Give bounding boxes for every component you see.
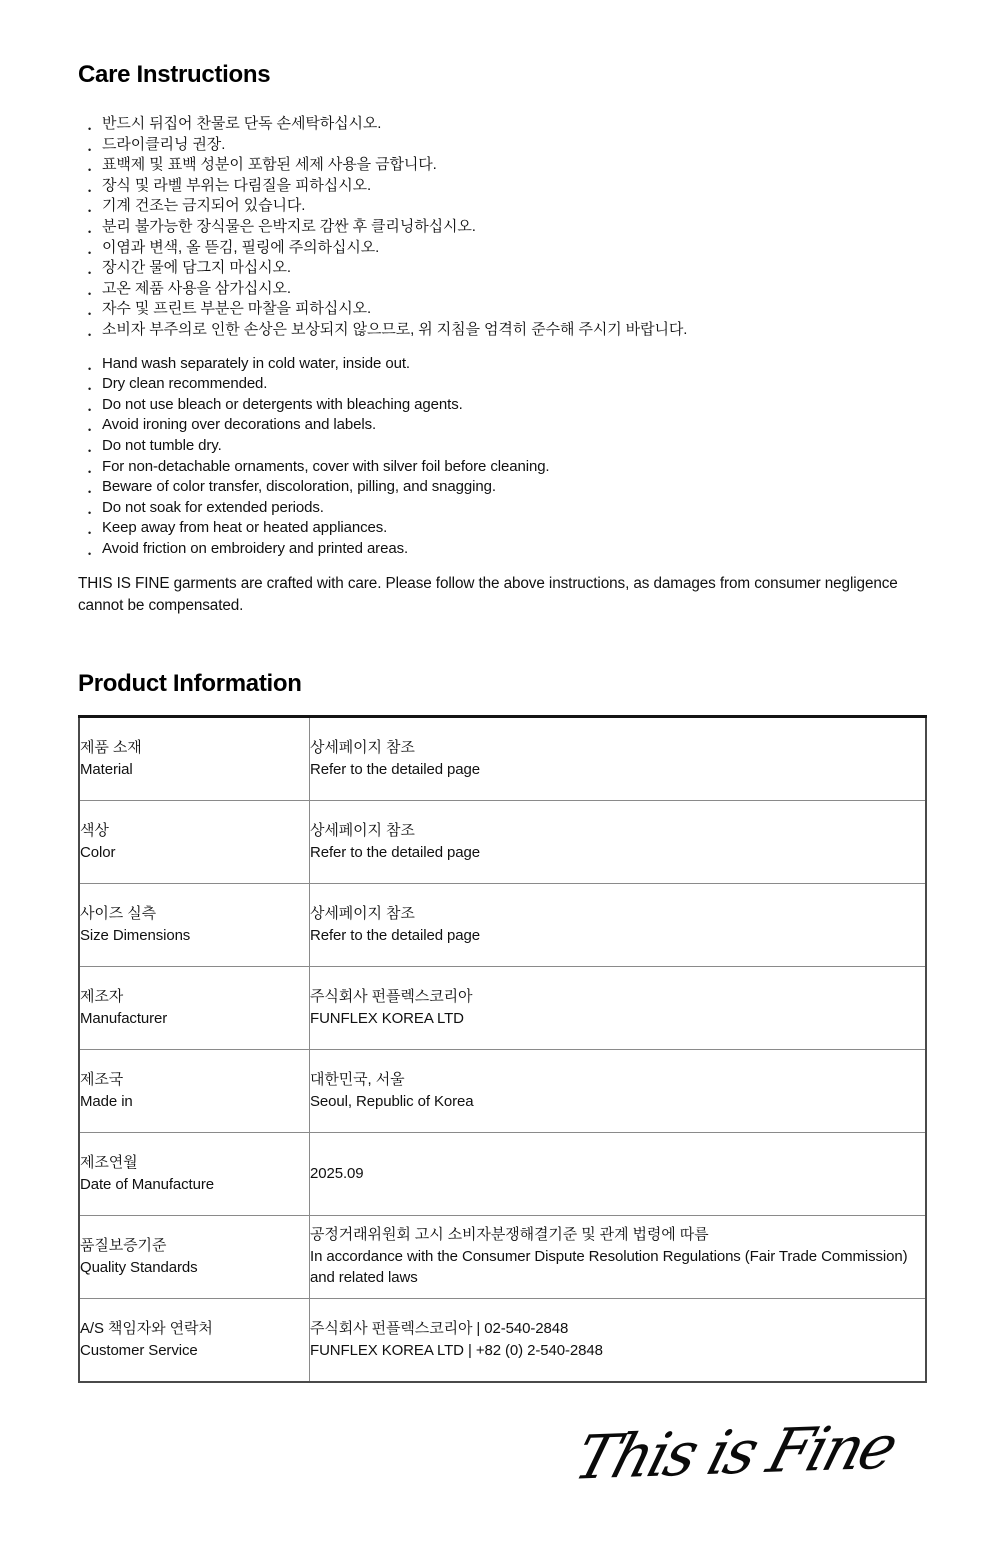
label-english: Quality Standards bbox=[80, 1258, 198, 1276]
table-row-manufacture-date bbox=[79, 1132, 926, 1215]
product-value-cell bbox=[310, 716, 927, 800]
care-item-ko: • 고온 제품 사용을 삼가십시오. bbox=[78, 279, 928, 300]
value-korean: 상세페이지 참조 bbox=[310, 822, 415, 840]
label-korean: A/S 책임자와 연락처 bbox=[80, 1320, 213, 1338]
value-english: FUNFLEX KOREA LTD | +82 (0) 2-540-2848 bbox=[310, 1341, 603, 1359]
table-row-color bbox=[79, 800, 926, 883]
care-item-ko: • 장식 및 라벨 부위는 다림질을 피하십시오. bbox=[78, 176, 928, 197]
care-item-en: • Do not soak for extended periods. bbox=[78, 498, 928, 519]
product-information-title: Product Information bbox=[78, 669, 302, 697]
label-english: Made in bbox=[80, 1092, 133, 1110]
value-date: 2025.09 bbox=[310, 1164, 364, 1182]
product-label-cell bbox=[79, 966, 310, 1049]
label-korean: 제조국 bbox=[80, 1071, 124, 1089]
value-english: In accordance with the Consumer Dispute Resolution Regulations (Fair Trade Commission) and related laws bbox=[310, 1247, 908, 1287]
product-label-cell bbox=[79, 1049, 310, 1132]
product-info-table bbox=[78, 715, 927, 1383]
value-korean: 상세페이지 참조 bbox=[310, 739, 415, 757]
care-item-ko: • 분리 불가능한 장식물은 은박지로 감싼 후 클리닝하십시오. bbox=[78, 217, 928, 238]
care-item-ko: • 드라이클리닝 권장. bbox=[78, 135, 928, 156]
label-english: Color bbox=[80, 843, 116, 861]
care-item-ko: • 반드시 뒤집어 찬물로 단독 손세탁하십시오. bbox=[78, 114, 928, 135]
care-item-en: • Beware of color transfer, discoloration, pilling, and snagging. bbox=[78, 477, 928, 498]
brand-signature-logo: This is Fine bbox=[567, 1412, 903, 1494]
care-instructions-title: Care Instructions bbox=[78, 61, 271, 88]
product-value-cell bbox=[310, 1132, 927, 1215]
table-row-made-in bbox=[79, 1049, 926, 1132]
care-instructions-section bbox=[78, 60, 928, 617]
label-english: Customer Service bbox=[80, 1341, 198, 1359]
label-korean: 제조연월 bbox=[80, 1154, 138, 1172]
value-english: Refer to the detailed page bbox=[310, 843, 481, 861]
value-english: Refer to the detailed page bbox=[310, 926, 481, 944]
value-korean: 상세페이지 참조 bbox=[310, 905, 415, 923]
product-value-cell bbox=[310, 800, 927, 883]
care-item-en: • Keep away from heat or heated appliances. bbox=[78, 518, 928, 539]
table-row-size bbox=[79, 883, 926, 966]
label-english: Manufacturer bbox=[80, 1009, 168, 1027]
product-value-cell bbox=[310, 966, 927, 1049]
care-item-ko: • 기계 건조는 금지되어 있습니다. bbox=[78, 196, 928, 217]
value-korean: 대한민국, 서울 bbox=[310, 1071, 405, 1089]
product-label-cell bbox=[79, 1132, 310, 1215]
table-row-quality-standards bbox=[79, 1215, 926, 1298]
label-korean: 사이즈 실측 bbox=[80, 905, 157, 923]
product-value-cell bbox=[310, 883, 927, 966]
care-item-ko: • 이염과 변색, 올 뜯김, 필링에 주의하십시오. bbox=[78, 238, 928, 259]
value-english: Seoul, Republic of Korea bbox=[310, 1092, 474, 1110]
value-korean: 공정거래위원회 고시 소비자분쟁해결기준 및 관계 법령에 따름 bbox=[310, 1226, 709, 1244]
label-korean: 제품 소재 bbox=[80, 739, 142, 757]
care-item-ko: • 표백제 및 표백 성분이 포함된 세제 사용을 금합니다. bbox=[78, 155, 928, 176]
value-english: FUNFLEX KOREA LTD bbox=[310, 1009, 464, 1027]
table-row-material bbox=[79, 716, 926, 800]
label-english: Size Dimensions bbox=[80, 926, 191, 944]
care-item-en: • For non-detachable ornaments, cover with silver foil before cleaning. bbox=[78, 457, 928, 478]
product-label-cell bbox=[79, 716, 310, 800]
care-item-en: • Dry clean recommended. bbox=[78, 374, 928, 395]
table-row-manufacturer bbox=[79, 966, 926, 1049]
product-label-cell bbox=[79, 883, 310, 966]
care-item-en: • Hand wash separately in cold water, inside out. bbox=[78, 354, 928, 375]
value-korean: 주식회사 펀플렉스코리아 | 02-540-2848 bbox=[310, 1320, 569, 1338]
care-notice: THIS IS FINE garments are crafted with care. Please follow the above instructions, as damages from consumer negligence cannot be compensated. bbox=[78, 575, 898, 615]
label-korean: 색상 bbox=[80, 822, 109, 840]
label-english: Material bbox=[80, 760, 133, 778]
label-korean: 제조자 bbox=[80, 988, 124, 1006]
care-item-ko: • 자수 및 프린트 부분은 마찰을 피하십시오. bbox=[78, 299, 928, 320]
table-row-customer-service bbox=[79, 1298, 926, 1382]
care-item-en: • Do not use bleach or detergents with bleaching agents. bbox=[78, 395, 928, 416]
care-list-english bbox=[78, 354, 928, 560]
care-item-en: • Avoid ironing over decorations and labels. bbox=[78, 415, 928, 436]
label-english: Date of Manufacture bbox=[80, 1175, 215, 1193]
product-value-cell bbox=[310, 1049, 927, 1132]
product-value-cell bbox=[310, 1215, 927, 1298]
care-list-korean bbox=[78, 114, 928, 341]
care-item-ko: • 소비자 부주의로 인한 손상은 보상되지 않으므로, 위 지침을 엄격히 준수해 주시기 바랍니다. bbox=[78, 320, 928, 341]
value-korean: 주식회사 펀플렉스코리아 bbox=[310, 988, 473, 1006]
product-value-cell bbox=[310, 1298, 927, 1382]
care-item-en: • Avoid friction on embroidery and printed areas. bbox=[78, 539, 928, 560]
product-label-cell bbox=[79, 1298, 310, 1382]
care-item-en: • Do not tumble dry. bbox=[78, 436, 928, 457]
product-information-section bbox=[78, 669, 928, 1383]
product-label-cell bbox=[79, 800, 310, 883]
product-label-cell bbox=[79, 1215, 310, 1298]
care-item-ko: • 장시간 물에 담그지 마십시오. bbox=[78, 258, 928, 279]
label-korean: 품질보증기준 bbox=[80, 1237, 167, 1255]
value-english: Refer to the detailed page bbox=[310, 760, 481, 778]
